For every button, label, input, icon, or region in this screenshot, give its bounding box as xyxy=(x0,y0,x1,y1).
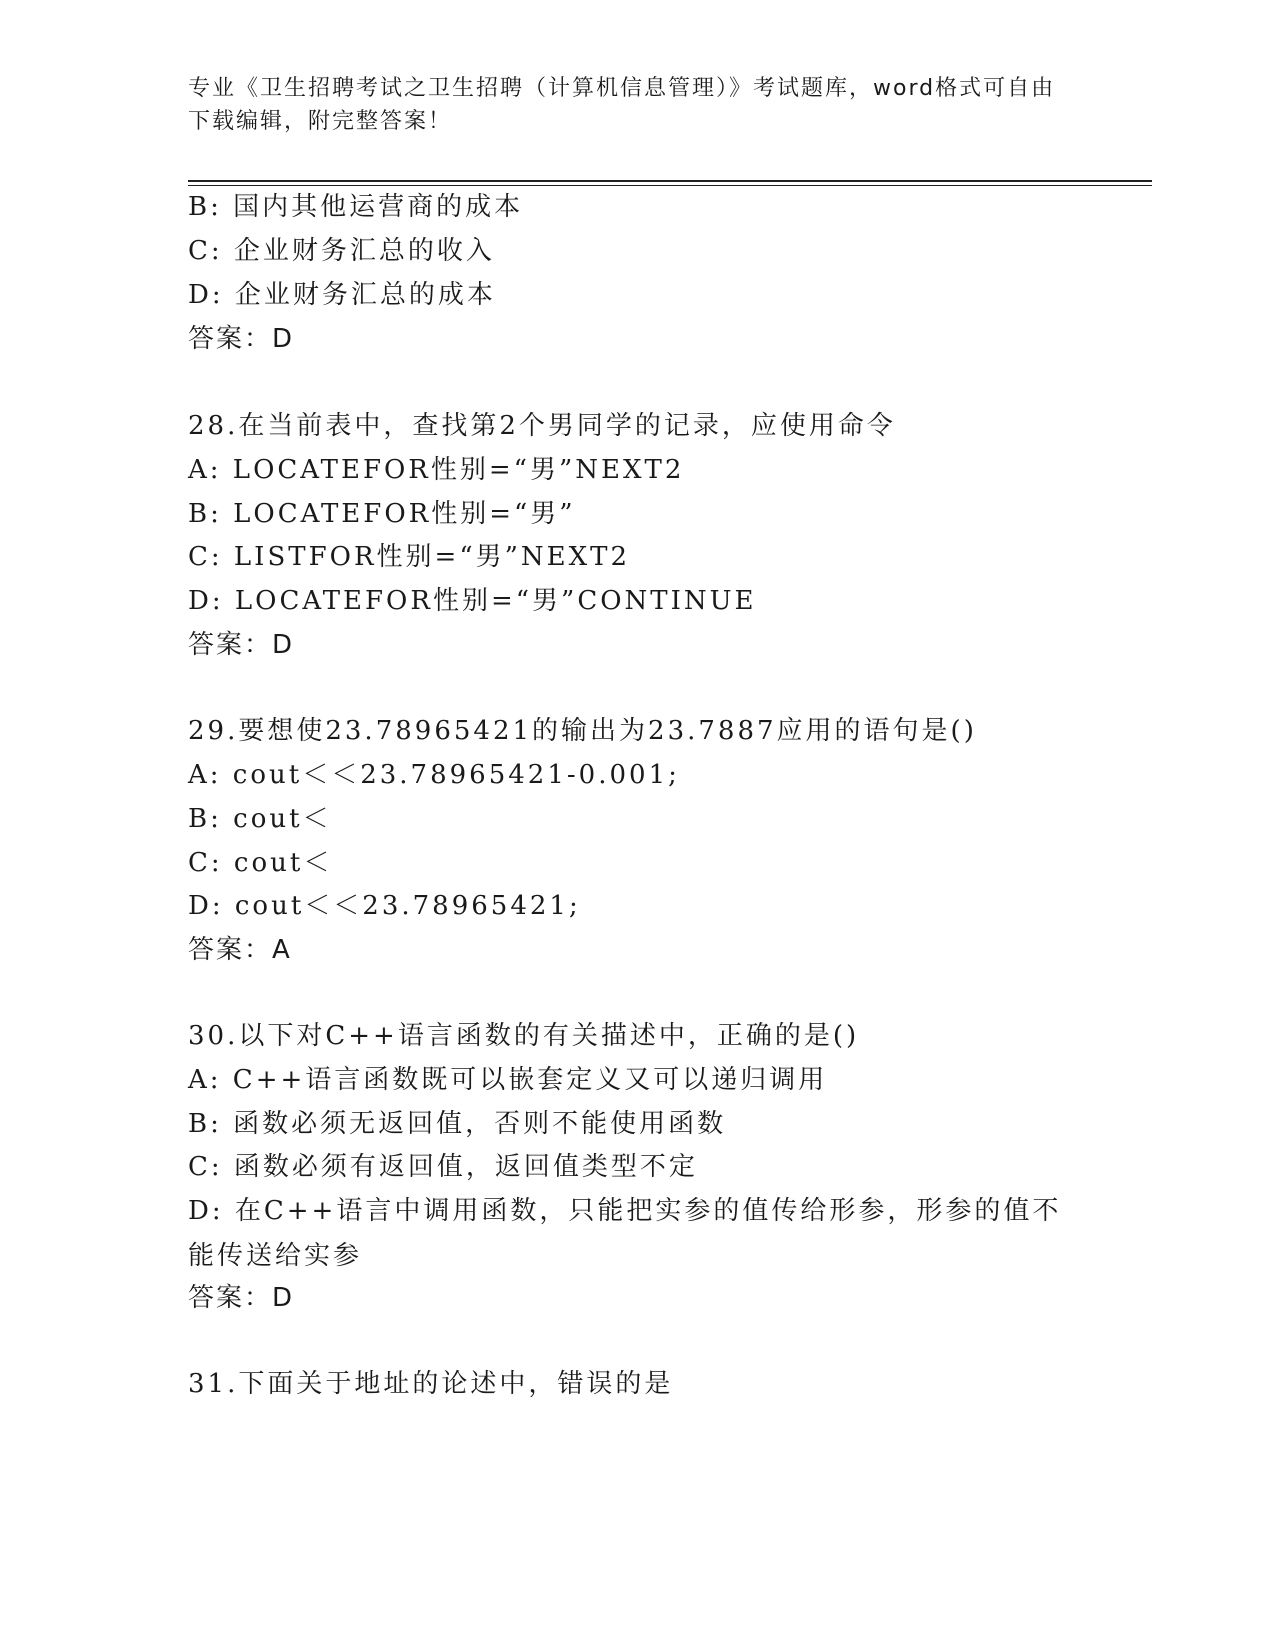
question-stem: 29.要想使23.78965421的输出为23.7887应用的语句是() xyxy=(188,716,977,746)
question-stem: 30.以下对C++语言函数的有关描述中，正确的是() xyxy=(188,1021,860,1051)
header-divider xyxy=(188,180,1152,182)
document-header: 专业《卫生招聘考试之卫生招聘（计算机信息管理）》考试题库，word格式可自由下载编辑，附完整答案！ xyxy=(188,76,1056,134)
header-divider-thin xyxy=(188,185,1152,186)
answer-line: 答案：A xyxy=(188,935,292,965)
option-d: D: LOCATEFOR性别=“男”CONTINUE xyxy=(188,586,757,616)
option-a: A: LOCATEFOR性别=“男”NEXT2 xyxy=(188,455,685,485)
option-d: D: 在C++语言中调用函数，只能把实参的值传给形参，形参的值不能传送给实参 xyxy=(188,1196,1062,1271)
option-d: D: 企业财务汇总的成本 xyxy=(188,280,496,310)
option-b: B: 国内其他运营商的成本 xyxy=(188,192,524,222)
question-stem: 28.在当前表中，查找第2个男同学的记录，应使用命令 xyxy=(188,411,896,441)
question-stem: 31.下面关于地址的论述中，错误的是 xyxy=(188,1369,674,1399)
option-c: C: 企业财务汇总的收入 xyxy=(188,236,495,266)
answer-line: 答案：D xyxy=(188,1283,295,1313)
option-a: A: cout＜＜23.78965421-0.001; xyxy=(188,760,680,790)
option-c: C: 函数必须有返回值，返回值类型不定 xyxy=(188,1152,698,1182)
option-b: B: cout＜ xyxy=(188,804,332,834)
option-b: B: 函数必须无返回值，否则不能使用函数 xyxy=(188,1109,727,1139)
option-a: A: C++语言函数既可以嵌套定义又可以递归调用 xyxy=(188,1065,828,1095)
option-b: B: LOCATEFOR性别=“男” xyxy=(188,499,576,529)
option-d: D: cout＜＜23.78965421; xyxy=(188,891,581,921)
answer-line: 答案：D xyxy=(188,324,295,354)
option-c: C: cout＜ xyxy=(188,848,333,878)
option-c: C: LISTFOR性别=“男”NEXT2 xyxy=(188,542,631,572)
answer-line: 答案：D xyxy=(188,630,295,660)
